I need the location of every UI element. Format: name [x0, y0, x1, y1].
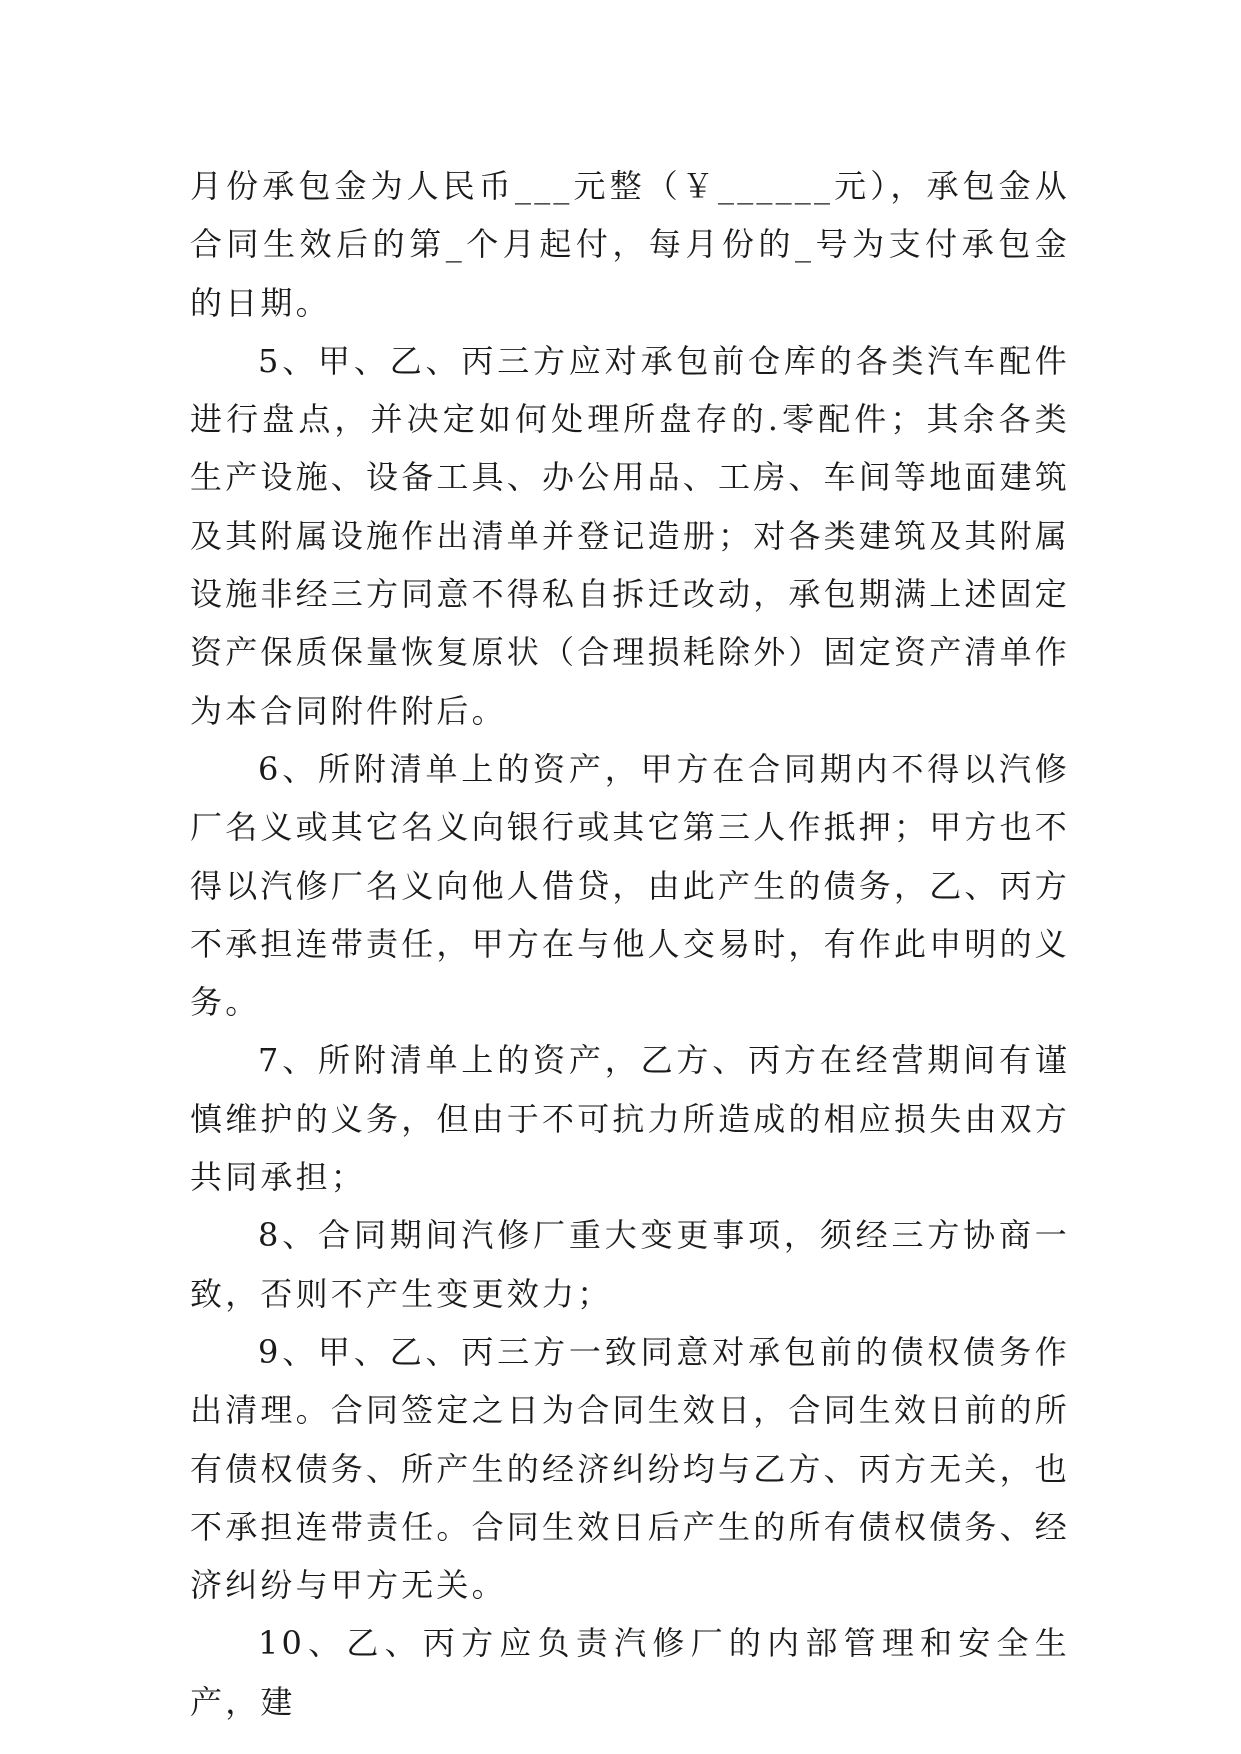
- paragraph-clause-10: 10、乙、丙方应负责汽修厂的内部管理和安全生产，建: [190, 1624, 1070, 1721]
- paragraph-clause-6: 6、所附清单上的资产，甲方在合同期内不得以汽修厂名义或其它名义向银行或其它第三人作抵押；甲方也不得以汽修厂名义向他人借贷，由此产生的债务，乙、丙方不承担连带责任，甲方在与他人交易时，有作此申明的义务。: [190, 749, 1071, 1022]
- paragraph-rent-payment: 月份承包金为人民币___元整（￥______元），承包金从合同生效后的第_个月起付，每月份的_号为支付承包金的日期。: [190, 167, 1070, 322]
- paragraph-clause-7: 7、所附清单上的资产，乙方、丙方在经营期间有谨慎维护的义务，但由于不可抗力所造成的相应损失由双方共同承担；: [190, 1041, 1071, 1197]
- document-body: [190, 157, 1070, 1731]
- paragraph-clause-9: 9、甲、乙、丙三方一致同意对承包前的债权债务作出清理。合同签定之日为合同生效日，合同生效日前的所有债权债务、所产生的经济纠纷均与乙方、丙方无关，也不承担连带责任。合同生效日后产生的所有债权债务、经济纠纷与甲方无关。: [190, 1332, 1071, 1605]
- paragraph-clause-5: 5、甲、乙、丙三方应对承包前仓库的各类汽车配件进行盘点，并决定如何处理所盘存的.零配件；其余各类生产设施、设备工具、办公用品、工房、车间等地面建筑及其附属设施作出清单并登记造册；对各类建筑及其附属设施非经三方同意不得私自拆迁改动，承包期满上述固定资产保质保量恢复原状（合理损耗除外）固定资产清单作为本合同附件附后。: [190, 341, 1071, 730]
- paragraph-clause-8: 8、合同期间汽修厂重大变更事项，须经三方协商一致，否则不产生变更效力；: [190, 1216, 1070, 1313]
